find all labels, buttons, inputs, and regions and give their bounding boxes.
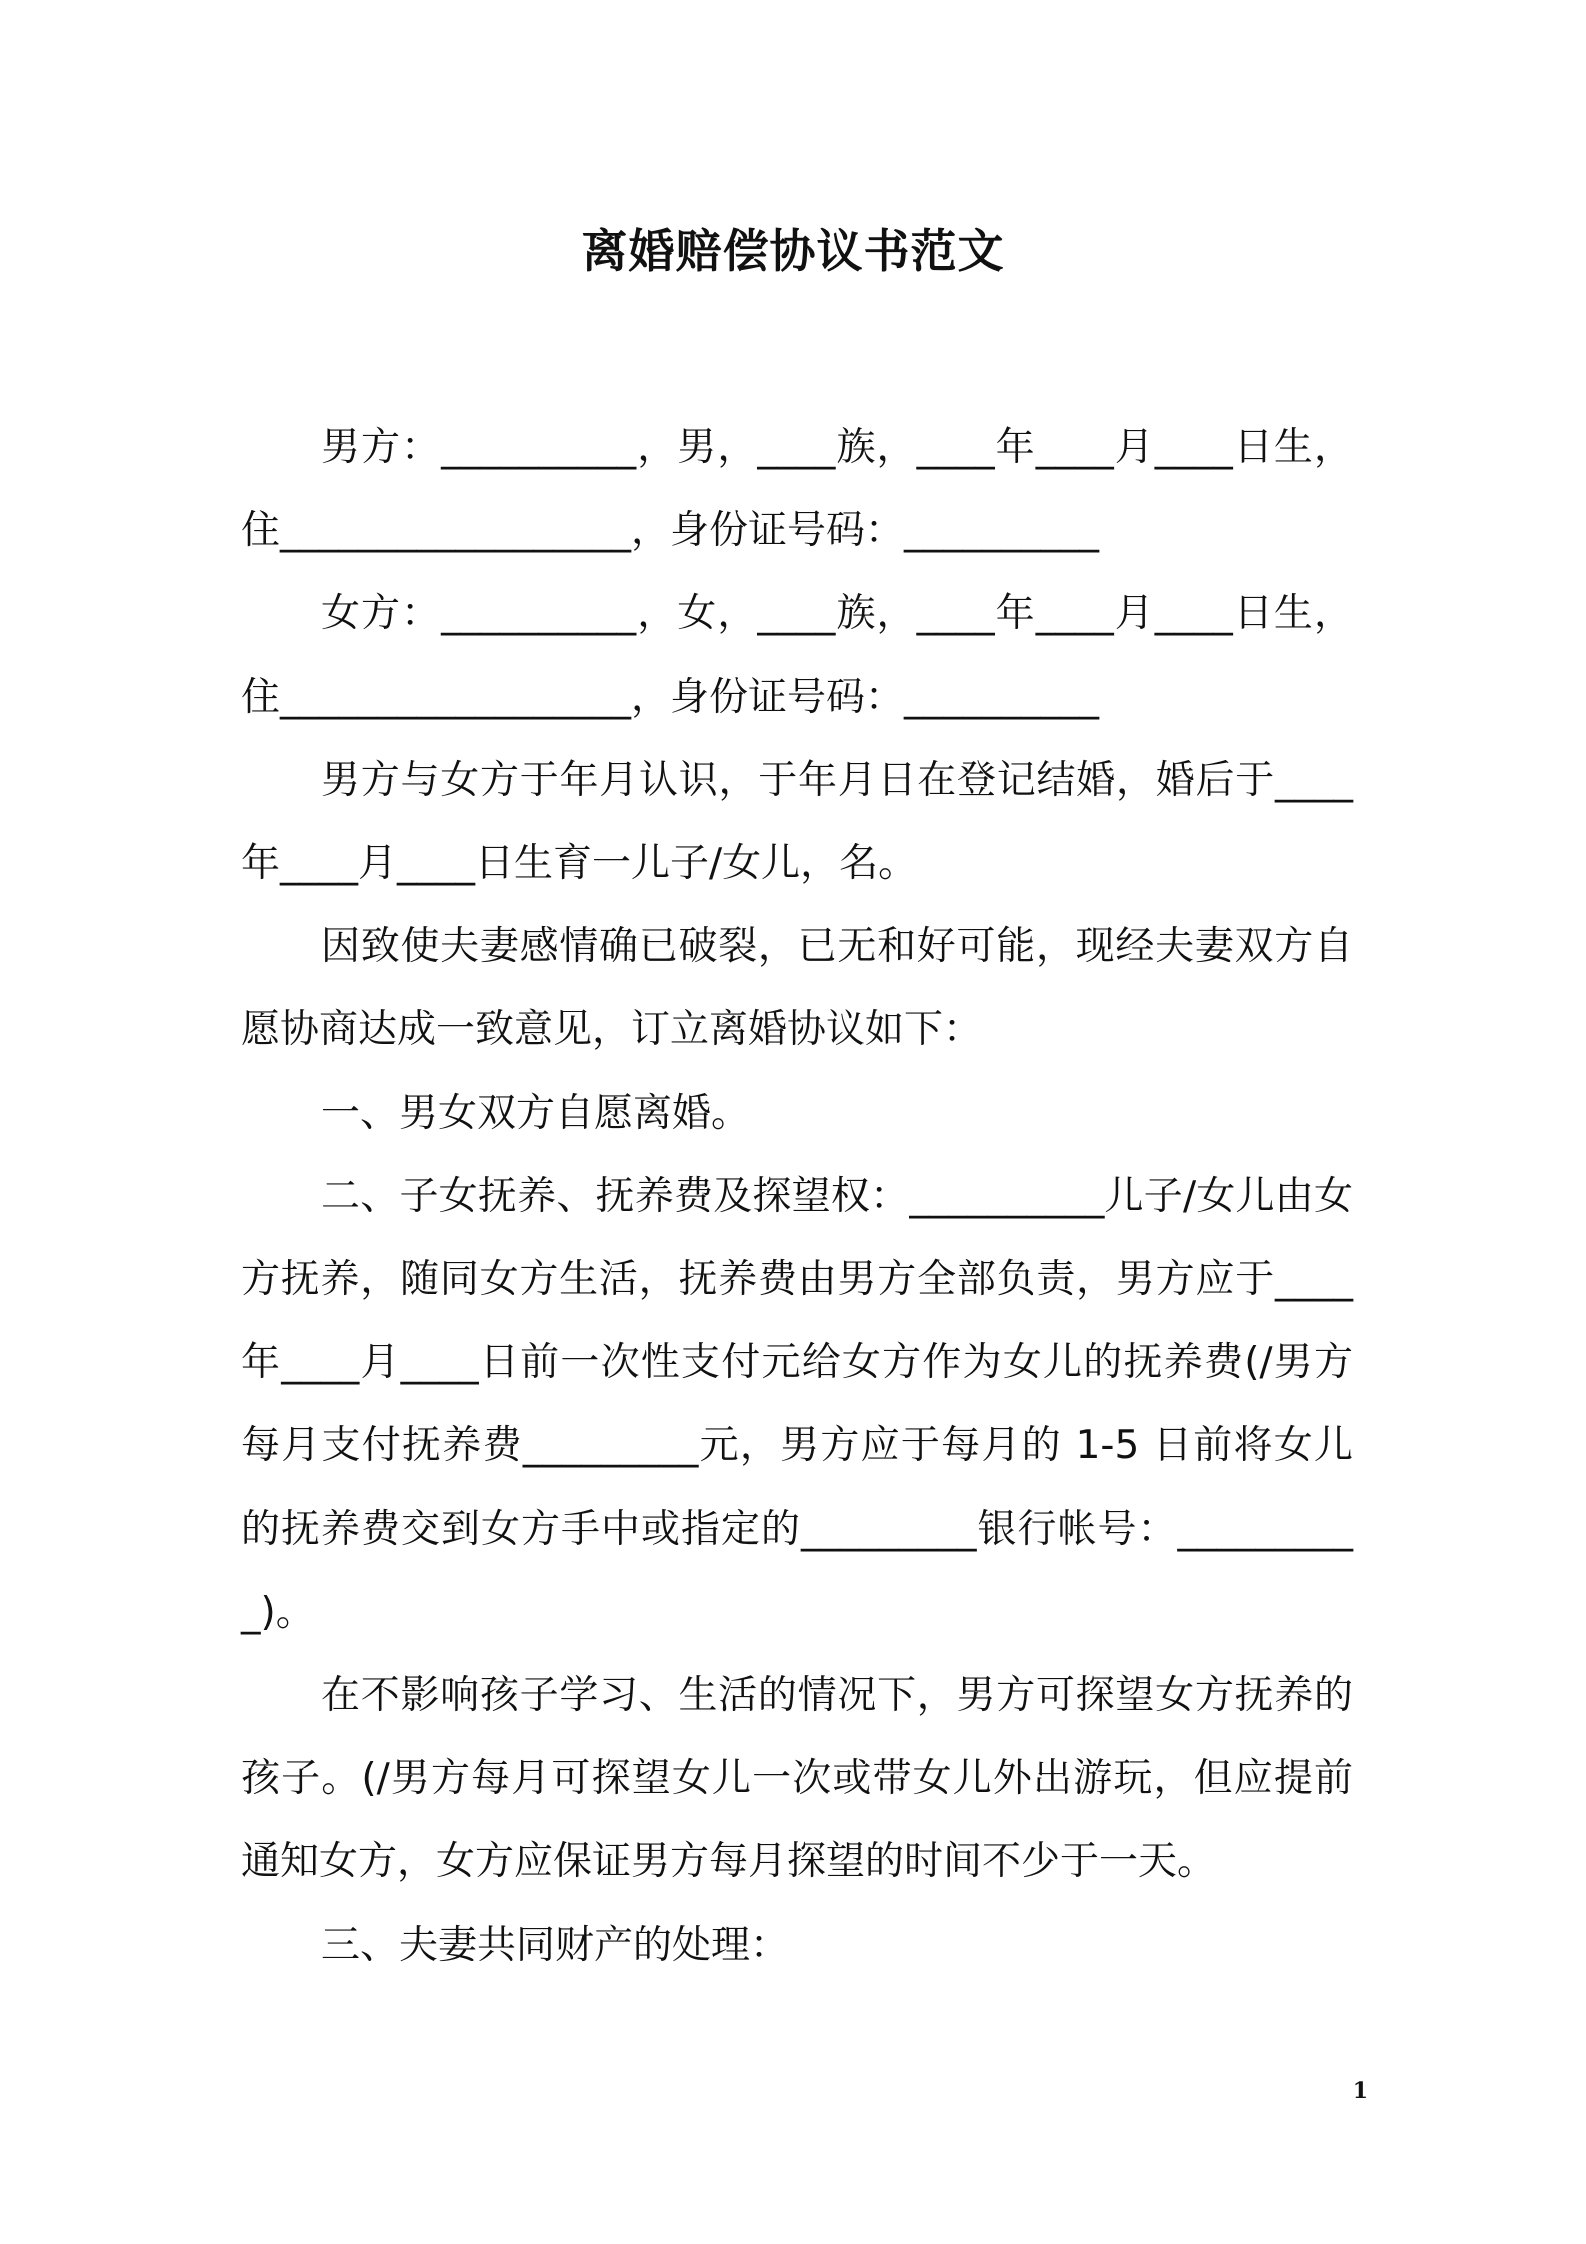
clause-1-divorce: 一、男女双方自愿离婚。	[321, 1090, 751, 1136]
paragraph-female-party: 女方：__________，女，____族，____年____月____日生，住__________________，身份证号码：__________	[241, 591, 1353, 720]
paragraph-reason: 因致使夫妻感情确已破裂，已无和好可能，现经夫妻双方自愿协商达成一致意见，订立离婚协议如下：	[241, 924, 1353, 1053]
document-body	[241, 406, 1353, 1987]
page-number: 1	[1352, 2078, 1368, 2104]
paragraph-visitation: 在不影响孩子学习、生活的情况下，男方可探望女方抚养的孩子。(/男方每月可探望女儿一次或带女儿外出游玩，但应提前通知女方，女方应保证男方每月探望的时间不少于一天。	[241, 1673, 1353, 1885]
document-title: 离婚赔偿协议书范文	[581, 224, 1005, 278]
clause-3-property: 三、夫妻共同财产的处理：	[321, 1922, 790, 1968]
clause-2-child-support: 二、子女抚养、抚养费及探望权：__________儿子/女儿由女方抚养，随同女方生活，抚养费由男方全部负责，男方应于____年____月____日前一次性支付元给女方作为女儿的抚养费(/男方每月支付抚养费_________元，男方应于每月的 1-5 日前将女儿的抚养费交到女方手中或指定的_________银行帐号：__________)。	[241, 1173, 1353, 1635]
paragraph-male-party: 男方：__________，男，____族，____年____月____日生，住__________________，身份证号码：__________	[241, 425, 1353, 554]
paragraph-marriage-history: 男方与女方于年月认识，于年月日在登记结婚，婚后于____年____月____日生育一儿子/女儿，名。	[241, 757, 1353, 887]
